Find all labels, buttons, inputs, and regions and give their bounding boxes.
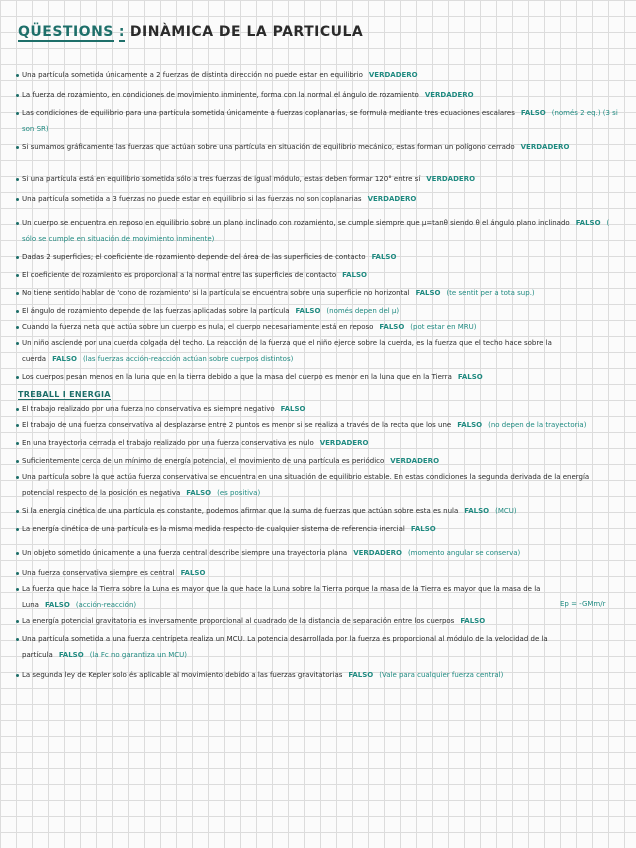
- question-item: El ángulo de rozamiento depende de las fuerzas aplicadas sobre la partícula FALSO (només depen del μ): [22, 304, 622, 320]
- question-item: Una partícula sometida a una fuerza centrípeta realiza un MCU. La potencia desarrollada por la fuerza es proporcional al módulo de la velocidad de la partícula FALSO (la Fc no garantiza un MCU): [22, 632, 622, 663]
- potential-energy-formula: Ep = -GMm/r: [560, 600, 606, 608]
- question-item: Un cuerpo se encuentra en reposo en equilibrio sobre un plano inclinado con rozamiento, se cumple siempre que μ=tanθ siendo θ el ángulo plano inclinado FALSO ( sólo se cumple en situación de movimiento inminente): [22, 216, 622, 247]
- question-item: La fuerza que hace la Tierra sobre la Luna es mayor que la que hace la Luna sobre la Tierra porque la masa de la Tierra es mayor que la masa de la Luna FALSO (acción-reacción): [22, 582, 622, 613]
- question-item: El trabajo realizado por una fuerza no conservativa es siempre negativo FALSO: [22, 402, 622, 418]
- question-item: Una fuerza conservativa siempre es central FALSO: [22, 566, 622, 582]
- question-item: Una partícula sobre la que actúa fuerza conservativa se encuentra en una situación de equilibrio estable. En estas condiciones la segunda derivada de la energía potencial respecto de la posición es negativa FALSO (es positiva): [22, 470, 622, 501]
- question-item: El trabajo de una fuerza conservativa al desplazarse entre 2 puntos es menor si se realiza a través de la recta que los une FALSO (no depen de la trayectoria): [22, 418, 622, 434]
- question-item: En una trayectoria cerrada el trabajo realizado por una fuerza conservativa es nulo VERDADERO: [22, 436, 622, 452]
- question-item: Un niño asciende por una cuerda colgada del techo. La reacción de la fuerza que el niño ejerce sobre la cuerda, es la fuerza que el techo hace sobre la cuerda FALSO (las fuerzas acción-reacción actúan sobre cuerpos distintos): [22, 336, 622, 367]
- question-item: La energía potencial gravitatoria es inversamente proporcional al cuadrado de la distancia de separación entre los cuerpos FALSO: [22, 614, 622, 630]
- question-item: Cuando la fuerza neta que actúa sobre un cuerpo es nula, el cuerpo necesariamente está en reposo FALSO (pot estar en MRU): [22, 320, 622, 336]
- title-separator: :: [118, 24, 125, 40]
- question-item: La fuerza de rozamiento, en condiciones de movimiento inminente, forma con la normal el ángulo de rozamiento VERDADERO: [22, 88, 622, 104]
- page-title: [18, 24, 363, 40]
- question-item: La segunda ley de Kepler solo és aplicable al movimiento debido a las fuerzas gravitatorias FALSO (Vale para cualquier fuerza central): [22, 668, 622, 684]
- question-item: Si una partícula está en equilibrio sometida sólo a tres fuerzas de igual módulo, estas deben formar 120° entre sí VERDADERO: [22, 172, 622, 188]
- title-questions: QÜESTIONS: [18, 24, 114, 40]
- question-item: Dadas 2 superficies; el coeficiente de rozamiento depende del área de las superficies de contacto FALSO: [22, 250, 622, 266]
- question-item: Los cuerpos pesan menos en la luna que en la tierra debido a que la masa del cuerpo es menor en la luna que en la Tierra FALSO: [22, 370, 622, 386]
- title-topic: DINÀMICA DE LA PARTICULA: [129, 24, 364, 40]
- question-item: La energía cinética de una partícula es la misma medida respecto de cualquier sistema de referencia inercial FALSO: [22, 522, 622, 538]
- question-item: El coeficiente de rozamiento es proporcional a la normal entre las superficies de contacto FALSO: [22, 268, 622, 284]
- question-item: Suficientemente cerca de un mínimo de energía potencial, el movimiento de una partícula es periódico VERDADERO: [22, 454, 622, 470]
- question-item: No tiene sentido hablar de 'cono de rozamiento' si la partícula se encuentra sobre una superficie no horizontal FALSO (te sentit per a tota sup.): [22, 286, 622, 302]
- question-item: Una partícula sometida únicamente a 2 fuerzas de distinta dirección no puede estar en equilibrio VERDADERO: [22, 68, 622, 84]
- question-item: Si sumamos gráficamente las fuerzas que actúan sobre una partícula en situación de equilibrio mecánico, estas forman un polígono cerrado VERDADERO: [22, 140, 622, 156]
- question-item: Una partícula sometida a 3 fuerzas no puede estar en equilibrio si las fuerzas no son coplanarias VERDADERO: [22, 192, 622, 208]
- question-item: Un objeto sometido únicamente a una fuerza central describe siempre una trayectoria plana VERDADERO (momento angular se conserva): [22, 546, 622, 562]
- question-item: Las condiciones de equilibrio para una partícula sometida únicamente a fuerzas coplanarias, se formula mediante tres ecuaciones escalares FALSO (només 2 eq.) (3 si son SR): [22, 106, 622, 137]
- section-heading-energy: TREBALL I ENERGIA: [18, 390, 111, 399]
- question-item: Si la energía cinética de una partícula es constante, podemos afirmar que la suma de fuerzas que actúan sobre esta es nula FALSO (MCU): [22, 504, 622, 520]
